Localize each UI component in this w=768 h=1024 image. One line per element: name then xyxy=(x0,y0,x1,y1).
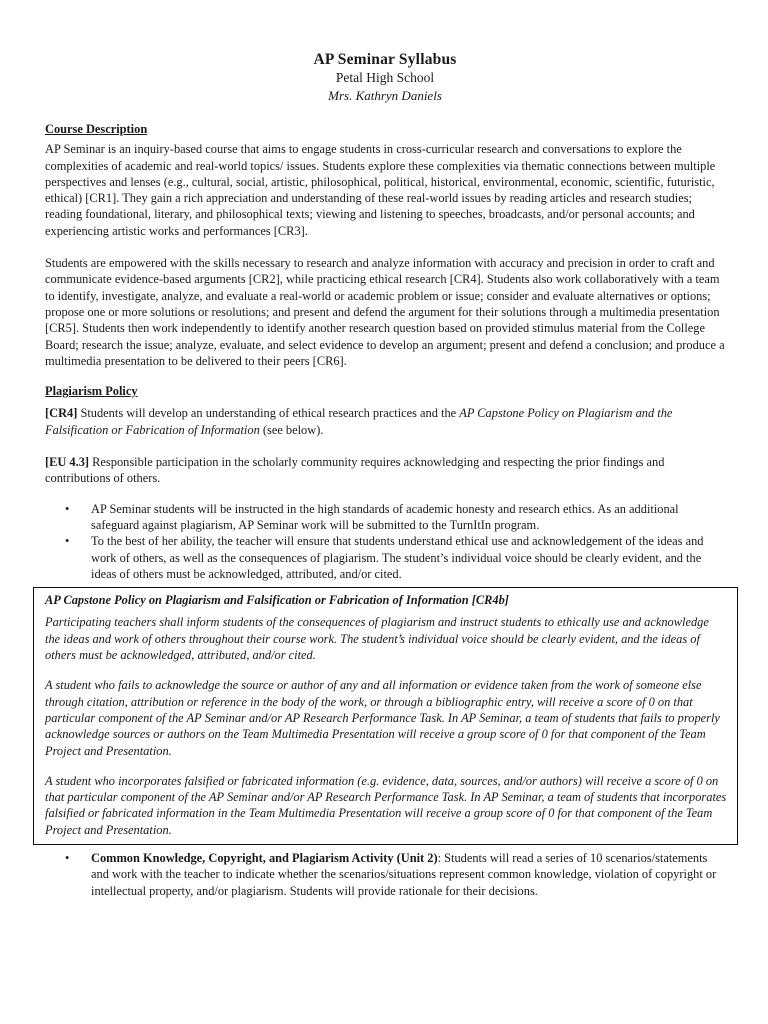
bullet-icon: • xyxy=(65,534,70,549)
list-item xyxy=(45,533,725,582)
document-header xyxy=(45,50,725,105)
policy-box-paragraph-2: A student who fails to acknowledge the source or author of any and all information or evidence taken from the work of someone else through citation, attribution or reference in the body of the work, or through a bibliographic entry, will receive a score of 0 on that particular component of the AP Seminar and/or AP Research Performance Task. In AP Seminar, a team of students that fails to properly acknowledge sources or authors on the Team Multimedia Presentation will receive a group score of 0 for that component of the Team Project and Presentation. xyxy=(45,678,720,758)
activity-title: Common Knowledge, Copyright, and Plagiarism Activity (Unit 2) xyxy=(91,850,438,865)
teacher-name: Mrs. Kathryn Daniels xyxy=(328,88,442,103)
policy-box-paragraph-3: A student who incorporates falsified or fabricated information (e.g. evidence, data, sources, and/or authors) will receive a score of 0 on that particular component of the AP Seminar and/or AP Research Performance Task. In AP Seminar, a team of students that incorporates falsified or fabricated information in the Team Multimedia Presentation will receive a group score of 0 for that component of the Team Project and Presentation. xyxy=(45,773,727,837)
policy-box-paragraph-1: Participating teachers shall inform students of the consequences of plagiarism and instruct students to ethically use and acknowledge the ideas and work of others throughout their course work. The student’s individual voice should be clearly evident, and the ideas of others must be acknowledged, attributed, and/or cited. xyxy=(45,615,709,663)
syllabus-page xyxy=(45,0,725,899)
plagiarism-bullet-list xyxy=(45,501,725,582)
list-item xyxy=(45,501,725,534)
bullet-text: AP Seminar students will be instructed in the high standards of academic honesty and research ethics. As an additional safeguard against plagiarism, AP Seminar work will be submitted to the TurnItIn program. xyxy=(91,501,679,532)
activity-text: : Students will read a series of 10 scenarios/statements and work with the teacher to indicate whether the scenarios/situations represent common knowledge, violation of copyright or intellectual property, and/or plagiarism. Students will provide rationale for their decisions. xyxy=(91,850,717,898)
bullet-icon: • xyxy=(65,850,70,865)
capstone-policy-box xyxy=(33,587,738,845)
cr4-tag: [CR4] xyxy=(45,406,78,421)
cr4-paragraph xyxy=(45,405,725,438)
eu-tag: [EU 4.3] xyxy=(45,455,90,470)
bullet-icon: • xyxy=(65,501,70,516)
bullet-text: To the best of her ability, the teacher will ensure that students understand ethical use and acknowledgement of the ideas and work of others, as well as the consequences of plagiarism. The student’s individual voice should be clearly evident, and the ideas of others must be acknowledged, attributed, and/or cited. xyxy=(91,534,704,581)
list-item xyxy=(45,850,725,899)
cr4-tail: (see below). xyxy=(259,422,324,437)
course-description-heading: Course Description xyxy=(45,122,148,136)
course-description-paragraph-1: AP Seminar is an inquiry-based course that aims to engage students in cross-curricular research and conversations to explore the complexities of academic and real-world topics/ issues. Students explore these complexities via thematic connections between multiple perspectives and lenses (e.g., cultural, social, artistic, philosophical, political, historical, environmental, economic, scientific, futuristic, ethical) [CR1]. They gain a rich appreciation and understanding of these real-world issues by reading articles and research studies; reading foundational, literary, and philosophical texts; viewing and listening to speeches, broadcasts, and/or personal accounts; and experiencing artistic works and performances [CR3]. xyxy=(45,142,716,238)
policy-box-title: AP Capstone Policy on Plagiarism and Falsification or Fabrication of Information [CR4b] xyxy=(45,593,509,608)
page-title: AP Seminar Syllabus xyxy=(313,51,457,68)
eu-text: Responsible participation in the scholarly community requires acknowledging and respecting the prior findings and contributions of others. xyxy=(45,455,665,486)
cr4-text: Students will develop an understanding of ethical research practices and the xyxy=(77,406,460,421)
activity-bullet-list xyxy=(45,850,725,899)
cr4-policy-title: AP Capstone Policy on Plagiarism and the Falsification or Fabrication of Information xyxy=(45,406,673,437)
eu-paragraph xyxy=(45,454,725,487)
course-description-paragraph-2: Students are empowered with the skills necessary to research and analyze information with accuracy and precision in order to craft and communicate evidence-based arguments [CR2], while practicing ethical research [CR4]. Students also work collaboratively with a team to identify, investigate, analyze, and evaluate a real-world or academic problem or issue; consider and evaluate alternatives or options; propose one or more solutions or resolutions; and present and defend the argument for their solutions through a multimedia presentation [CR5]. Students then work independently to identify another research question based on provided stimulus material from the College Board; research the issue; analyze, evaluate, and select evidence to develop an argument; present and defend a conclusion; and produce a multimedia presentation to be delivered to their peers [CR6]. xyxy=(45,256,725,368)
plagiarism-policy-heading: Plagiarism Policy xyxy=(45,384,138,399)
school-name: Petal High School xyxy=(335,70,435,85)
